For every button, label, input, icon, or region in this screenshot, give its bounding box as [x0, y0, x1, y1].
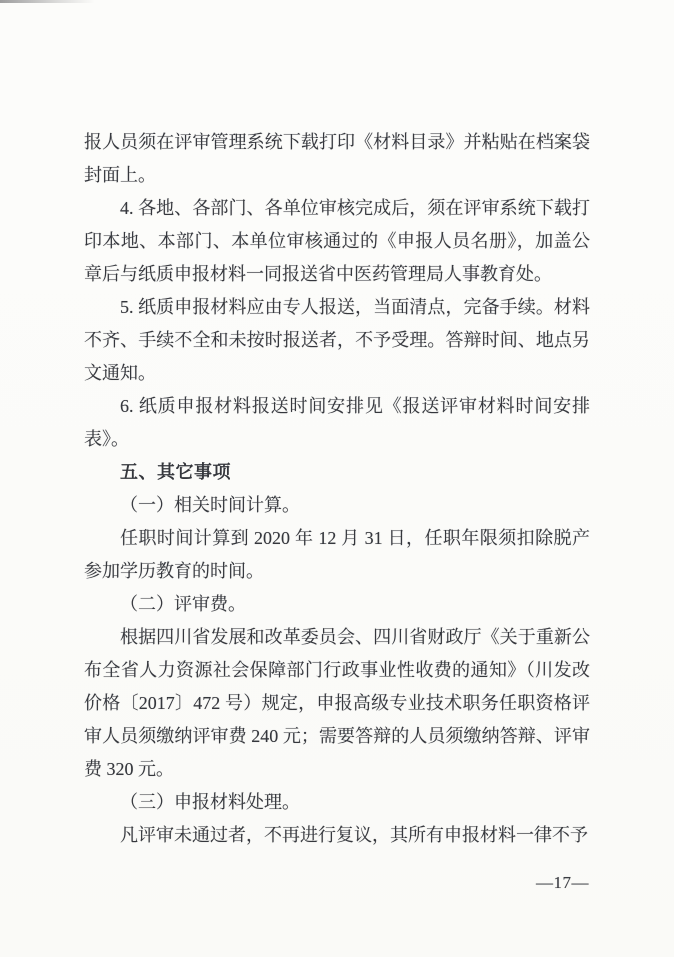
scan-artifact: [0, 0, 95, 3]
paragraph: 5. 纸质申报材料应由专人报送，当面清点，完备手续。材料不齐、手续不全和未按时报送者，不予受理。答辩时间、地点另文通知。: [84, 297, 590, 383]
paragraph: （一）相关时间计算。: [120, 495, 300, 515]
paragraph: 4. 各地、各部门、各单位审核完成后，须在评审系统下载打印本地、本部门、本单位审核通过的《申报人员名册》，加盖公章后与纸质申报材料一同报送省中医药管理局人事教育处。: [84, 198, 590, 284]
paragraph: 根据四川省发展和改革委员会、四川省财政厅《关于重新公布全省人力资源社会保障部门行政事业性收费的通知》（川发改价格〔2017〕472 号）规定，申报高级专业技术职务任职资格评审人员须缴纳评审费 240 元；需要答辩的人员须缴纳答辩、评审费 320 元。: [84, 627, 590, 779]
page-number: —17—: [536, 873, 589, 892]
paragraph: 报人员须在评审管理系统下载打印《材料目录》并粘贴在档案袋封面上。: [84, 132, 590, 185]
paragraph: 6. 纸质申报材料报送时间安排见《报送评审材料时间安排表》。: [84, 396, 590, 449]
paragraph: （二）评审费。: [120, 594, 246, 614]
paragraph: （三）申报材料处理。: [120, 792, 300, 812]
document-body: [84, 126, 590, 852]
paragraph: 凡评审未通过者，不再进行复议，其所有申报材料一律不予: [120, 825, 588, 845]
section-heading: 五、其它事项: [120, 462, 231, 482]
paragraph: 任职时间计算到 2020 年 12 月 31 日，任职年限须扣除脱产参加学历教育的时间。: [84, 528, 590, 581]
